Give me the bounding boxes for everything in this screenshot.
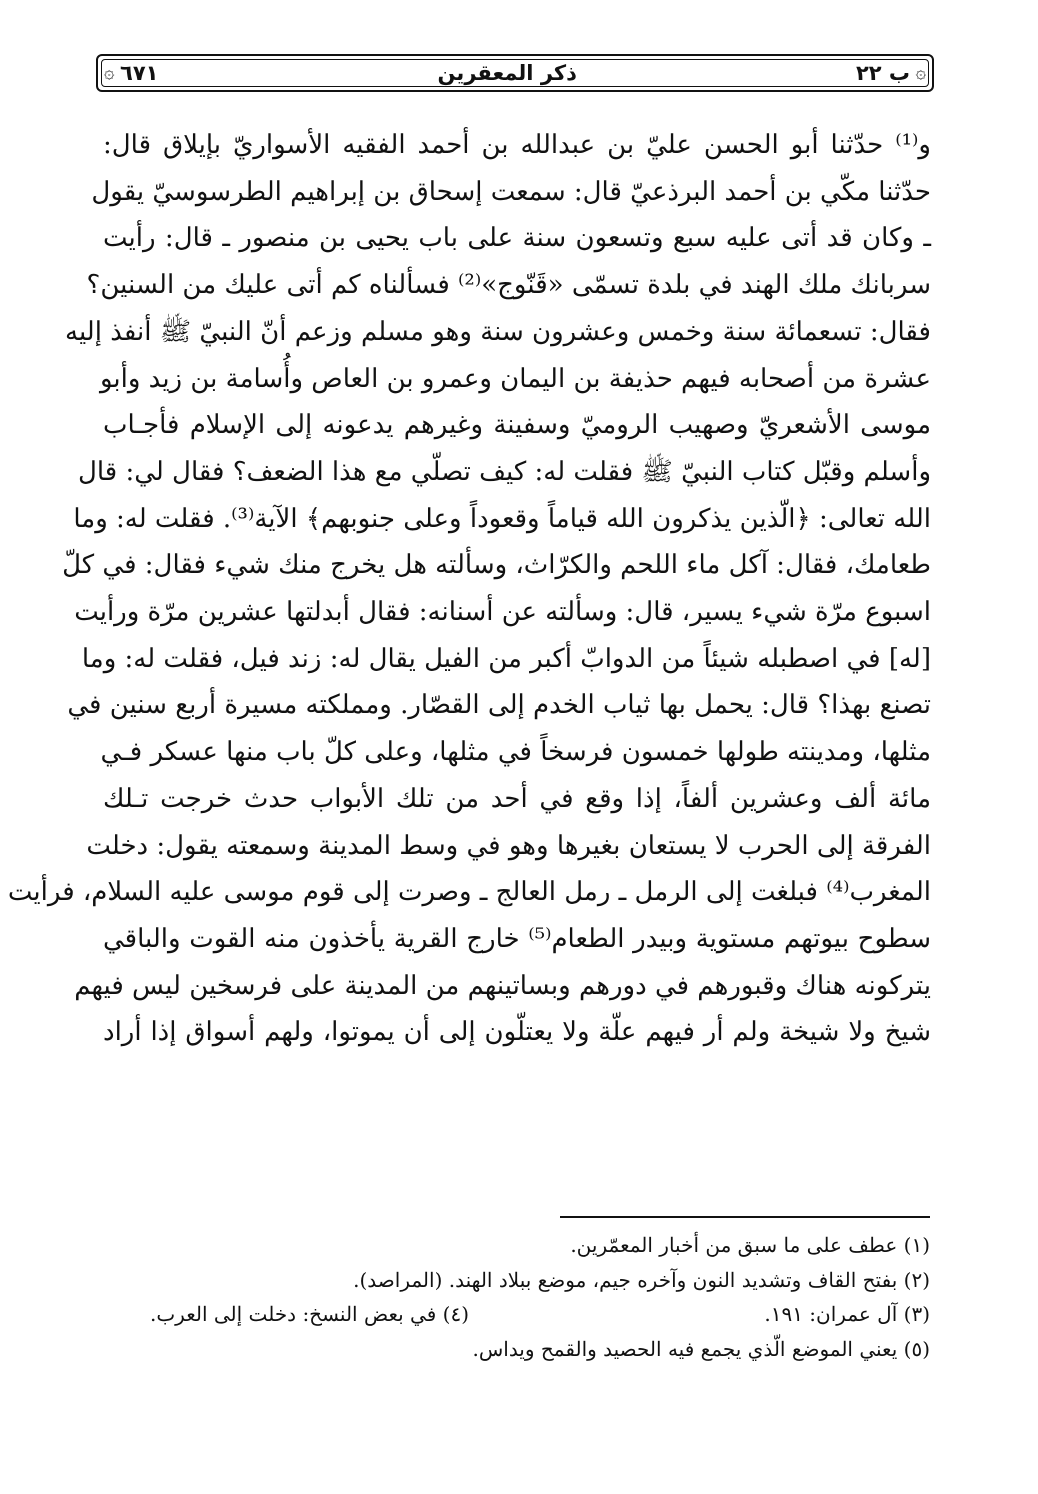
footnote-5: (٥) يعني الموضع الّذي يجمع فيه الحصيد والقمح ويداس. xyxy=(472,1336,930,1361)
text-line: حدّثنا مكّي بن أحمد البرذعيّ قال: سمعت إسحاق بن إبراهيم الطرسوسيّ يقول xyxy=(91,176,931,207)
text-line: وأسلم وقبّل كتاب النبيّ ﷺ فقلت له: كيف تصلّي مع هذا الضعف؟ فقال لي: قال xyxy=(77,456,931,487)
footnote-1: (١) عطف على ما سبق من أخبار المعمّرين. xyxy=(570,1233,930,1257)
text-line: الله تعالى: ﴿الّذين يذكرون الله قياماً وقعوداً وعلى جنوبهم﴾ الآية⁽³⁾. فقلت له: وما xyxy=(73,503,931,534)
header-section-ref: ب ٢٢ xyxy=(855,61,910,85)
text-line: المغرب⁽⁴⁾ فبلغت إلى الرمل ـ رمل العالج ـ وصرت إلى قوم موسى عليه السلام، فرأيت xyxy=(7,877,931,908)
text-line: يتركونه هناك وقبورهم في دورهم وبساتينهم من المدينة على فرسخين ليس فيهم xyxy=(74,970,931,1001)
text-line: الفرقة إلى الحرب لا يستعان بغيرها وهو في وسط المدينة وسمعته يقول: دخلت xyxy=(86,830,931,861)
ornament-right-icon: ۞ xyxy=(915,62,926,83)
text-line: طعامك، فقال: آكل ماء اللحم والكرّاث، وسألته هل يخرج منك شيء فقال: في كلّ xyxy=(62,550,931,581)
text-line: مائة ألف وعشرين ألفاً، إذا وقع في أحد من تلك الأبواب حدث خرجت تـلك xyxy=(103,783,931,814)
text-line: موسى الأشعريّ وصهيب الروميّ وسفينة وغيرهم يدعونه إلى الإسلام فأجـاب xyxy=(103,410,931,441)
footnote-3: (٣) آل عمران: ١٩١. xyxy=(764,1302,930,1326)
ornament-left-icon: ۞ xyxy=(104,62,115,83)
text-line: سربانك ملك الهند في بلدة تسمّى «قَنّوج»⁽²⁾ فسألناه كم أتى عليك من السنين؟ xyxy=(86,270,931,301)
text-line: [له] في اصطبله شيئاً من الدوابّ أكبر من الفيل يقال له: زند فيل، فقلت له: وما xyxy=(81,643,931,674)
footnote-2: (٢) بفتح القاف وتشديد النون وآخره جيم، موضع ببلاد الهند. (المراصد). xyxy=(353,1267,930,1292)
text-line: مثلها، ومدينته طولها خمسون فرسخاً في مثلها، وعلى كلّ باب منها عسكر فـي xyxy=(100,737,931,768)
footnote-row xyxy=(150,1297,930,1332)
text-line: تصنع بهذا؟ قال: يحمل بها ثياب الخدم إلى القصّار. ومملكته مسيرة أربع سنين في xyxy=(67,690,931,721)
text-line: سطوح بيوتهم مستوية وبيدر الطعام⁽⁵⁾ خارج القرية يأخذون منه القوت والباقي xyxy=(103,923,932,954)
running-header xyxy=(96,54,934,92)
footnote-4: (٤) في بعض النسخ: دخلت إلى العرب. xyxy=(150,1302,470,1326)
footnote-divider xyxy=(560,1216,930,1218)
header-title: ذكر المعقرين xyxy=(437,61,577,85)
text-line: و⁽¹⁾ حدّثنا أبو الحسن عليّ بن عبدالله بن أحمد الفقيه الأسواريّ بإيلاق قال: xyxy=(103,130,931,160)
text-line: شيخ ولا شيخة ولم أر فيهم علّة ولا يعتلّون إلى أن يموتوا، ولهم أسواق إذا أراد xyxy=(103,1017,931,1048)
page-number: ٦٧١ xyxy=(120,61,159,85)
text-line: فقال: تسعمائة سنة وخمس وعشرون سنة وهو مسلم وزعم أنّ النبيّ ﷺ أنفذ إليه xyxy=(65,316,931,347)
footnotes xyxy=(150,1228,930,1366)
main-text xyxy=(7,122,932,1056)
text-line: اسبوع مرّة شيء يسير، قال: وسألته عن أسنانه: فقال أبدلتها عشرين مرّة ورأيت xyxy=(74,597,931,628)
text-line: عشرة من أصحابه فيهم حذيفة بن اليمان وعمرو بن العاص وأُسامة بن زيد وأبو xyxy=(99,363,931,394)
text-line: ـ وكان قد أتى عليه سبع وتسعون سنة على باب يحيى بن منصور ـ قال: رأيت xyxy=(103,223,931,254)
